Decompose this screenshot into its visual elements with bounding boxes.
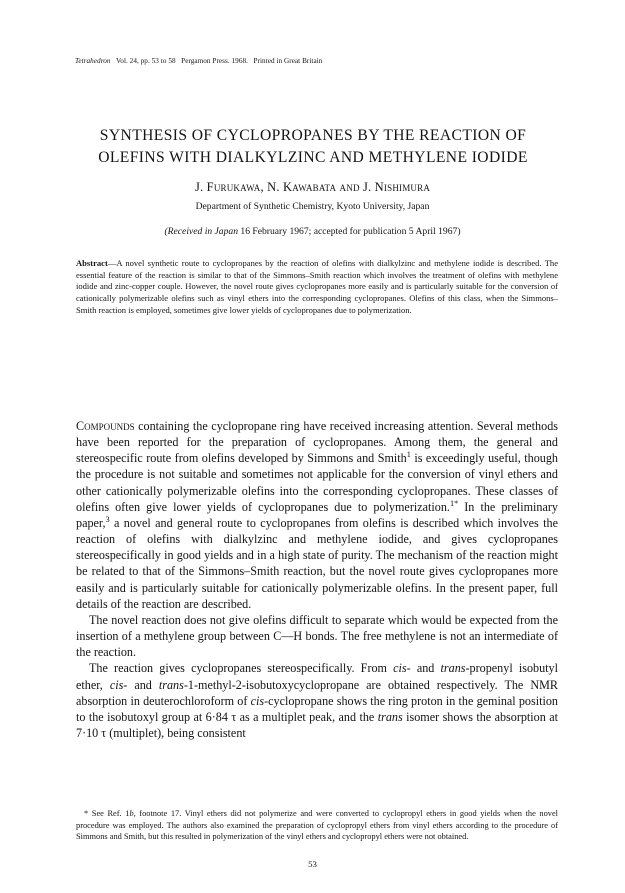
p3-cis-2: cis- (109, 677, 128, 692)
reference-1: 1 (406, 450, 411, 460)
p3-text-a: The reaction gives cyclopropanes stereospecifically. From (89, 661, 394, 676)
footnote (76, 808, 558, 843)
journal-name: Tetrahedron (75, 57, 111, 65)
publisher: Pergamon Press. 1968. (181, 57, 248, 65)
p3-trans-2: trans (158, 677, 184, 692)
printed-in: Printed in Great Britain (253, 57, 323, 65)
accepted-year: 1967) (438, 226, 461, 237)
article-title (48, 125, 578, 169)
p3-cis-1: cis- (393, 661, 411, 676)
lead-word: Compounds (76, 419, 135, 433)
running-header (75, 57, 322, 65)
title-line-1: SYNTHESIS OF CYCLOPROPANES BY THE REACTION OF (99, 127, 527, 144)
received-date: 16 February (240, 226, 288, 237)
paragraph-1 (76, 418, 558, 612)
p3-text-g: isomer shows the absorption at 7·10 τ (multiplet), being consistent (76, 709, 558, 740)
received-dates (0, 226, 625, 237)
body-text (76, 418, 558, 741)
p1-text-c: In the preliminary paper, (76, 499, 558, 530)
p3-text-d: and (127, 677, 159, 692)
footnote-text-b: , footnote 17. Vinyl ethers did not polymerize and were converted to cyclopropyl ethers in good yields when the novel procedure was employed. The authors also examined the preparation of cyclopropyl ethers from vinyl ethers according to the procedure of Simmons and Smith, but this resulted in polymerization of the vinyl ethers and cyclopropyl ethers were not obtained. (76, 809, 559, 841)
volume-pages: Vol. 24, pp. 53 to 58 (115, 57, 176, 65)
p3-text-f: -cyclopropane shows the ring proton in the geminal position to the isobutoxyl group at 6·84 τ as a multiplet peak, and the (76, 693, 558, 724)
title-line-2: OLEFINS WITH DIALKYLZINC AND METHYLENE IODIDE (98, 149, 528, 166)
abstract (76, 258, 558, 317)
p3-text-e: -1-methyl-2-isobutoxycyclopropane are obtained respectively. The NMR absorption in deuterochloroform of (76, 677, 558, 708)
paragraph-2: The novel reaction does not give olefins difficult to separate which would be expected from the insertion of a methylene group between C—H bonds. The free methylene is not an intermediate of the reaction. (76, 612, 558, 660)
abstract-text: —A novel synthetic route to cyclopropanes by the reaction of olefins with dialkylzinc and methylene iodide is described. The essential feature of the reaction is similar to that of the Simmons–Smith reaction which involves the treatment of olefins with methylene iodide and zinc-copper couple. However, the novel route gives cyclopropanes more easily and is particularly suitable for the conversion of cationically polymerizable olefins such as vinyl ethers into the corresponding cyclopropanes. Olefins of this class, when the Simmons–Smith reaction is employed, sometimes give lower yields of cyclopropanes due to polymerization. (76, 258, 558, 315)
received-year: 1967; accepted for publication (289, 226, 407, 237)
reference-3: 3 (105, 514, 110, 524)
p1-text-b: is exceedingly useful, though the procedure is not suitable and sometimes not applicable for the conversion of vinyl ethers and other cationically polymerizable olefins into the corresponding cyclopropanes. These classes of olefins often give lower yields of cyclopropanes due to polymerization. (76, 451, 558, 514)
p3-text-c: -propenyl isobutyl ether, (76, 661, 558, 692)
footnote-text-a: See Ref. 1 (88, 809, 130, 818)
paragraph-3 (76, 660, 558, 741)
footnote-ref-sub: b (129, 809, 134, 818)
p3-text-b: and (410, 661, 441, 676)
p3-cis-3: cis (250, 693, 265, 708)
p1-text-a: containing the cyclopropane ring have received increasing attention. Several methods have been reported for the preparation of cyclopropanes. Among them, the general and stereospecific route from olefins developed by Simmons and Smith (76, 419, 558, 466)
accepted-date: 5 April (408, 226, 436, 237)
footnote-mark: * (84, 809, 89, 818)
p3-trans-1: trans (440, 661, 466, 676)
reference-1-footnote: 1* (449, 498, 459, 508)
author-list: J. Furukawa, N. Kawabata and J. Nishimura (194, 180, 431, 194)
abstract-label: Abstract (76, 258, 108, 268)
affiliation: Department of Synthetic Chemistry, Kyoto University, Japan (195, 201, 430, 212)
received-open: (Received in Japan (164, 226, 238, 237)
p3-trans-3: trans (377, 709, 403, 724)
page-number: 53 (308, 859, 317, 869)
p1-text-d: a novel and general route to cyclopropanes from olefins is described which involves the reaction of olefins with dialkylzinc and methylene iodide, and gives cyclopropanes stereospecifically in good yields and in a high state of purity. The mechanism of the reaction might be related to that of the Simmons–Smith reaction, but the novel route gives cyclopropanes more easily and is particularly suitable for cationically polymerizable olefins. In the present paper, full details of the reaction are described. (76, 515, 558, 611)
